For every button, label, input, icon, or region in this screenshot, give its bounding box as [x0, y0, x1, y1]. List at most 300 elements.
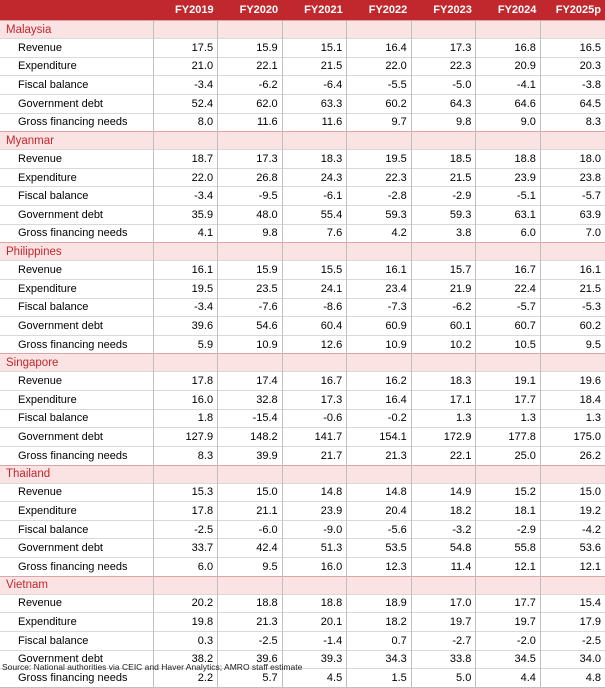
- table-row: [0, 372, 605, 391]
- value-cell: 24.1: [282, 279, 347, 298]
- value-cell: 22.1: [218, 57, 283, 76]
- value-cell: -8.6: [282, 298, 347, 317]
- value-cell: 59.3: [347, 206, 412, 225]
- value-cell: 141.7: [282, 428, 347, 447]
- value-cell: -5.7: [476, 298, 541, 317]
- value-cell: 17.8: [153, 502, 218, 521]
- value-cell: 1.3: [540, 409, 605, 428]
- value-cell: -5.6: [347, 520, 412, 539]
- value-cell: 1.5: [347, 669, 412, 688]
- value-cell: 8.3: [540, 113, 605, 132]
- value-cell: -3.4: [153, 76, 218, 95]
- table-row: [0, 94, 605, 113]
- value-cell: 10.2: [411, 335, 476, 354]
- value-cell: 9.0: [476, 113, 541, 132]
- value-cell: 7.6: [282, 224, 347, 243]
- value-cell: 17.7: [476, 594, 541, 613]
- table-row: [0, 57, 605, 76]
- value-cell: 177.8: [476, 428, 541, 447]
- value-cell: 17.0: [411, 594, 476, 613]
- group-empty-cell: [282, 132, 347, 150]
- value-cell: 60.9: [347, 317, 412, 336]
- value-cell: 18.8: [476, 150, 541, 169]
- table-row: [0, 206, 605, 225]
- value-cell: 19.8: [153, 613, 218, 632]
- value-cell: 15.0: [218, 483, 283, 502]
- group-empty-cell: [540, 243, 605, 261]
- value-cell: -3.4: [153, 298, 218, 317]
- value-cell: 15.9: [218, 39, 283, 58]
- value-cell: 5.0: [411, 669, 476, 688]
- group-empty-cell: [540, 576, 605, 594]
- value-cell: 64.6: [476, 94, 541, 113]
- value-cell: 62.0: [218, 94, 283, 113]
- group-empty-cell: [476, 132, 541, 150]
- value-cell: 1.3: [411, 409, 476, 428]
- value-cell: 18.3: [282, 150, 347, 169]
- indicator-label: Government debt: [0, 94, 153, 113]
- value-cell: 38.2: [153, 650, 218, 669]
- value-cell: -15.4: [218, 409, 283, 428]
- group-empty-cell: [411, 354, 476, 372]
- table-row: [0, 558, 605, 577]
- value-cell: 16.7: [282, 372, 347, 391]
- group-empty-cell: [347, 21, 412, 39]
- value-cell: 39.6: [218, 650, 283, 669]
- value-cell: 53.6: [540, 539, 605, 558]
- group-empty-cell: [347, 132, 412, 150]
- group-empty-cell: [218, 243, 283, 261]
- value-cell: 15.2: [476, 483, 541, 502]
- value-cell: 7.0: [540, 224, 605, 243]
- indicator-label: Government debt: [0, 650, 153, 669]
- table-row: [0, 594, 605, 613]
- value-cell: 20.3: [540, 57, 605, 76]
- value-cell: -5.7: [540, 187, 605, 206]
- value-cell: -2.5: [218, 631, 283, 650]
- value-cell: 6.0: [153, 558, 218, 577]
- table-row: [0, 224, 605, 243]
- value-cell: 1.3: [476, 409, 541, 428]
- country-name: Myanmar: [0, 132, 153, 150]
- country-name: Singapore: [0, 354, 153, 372]
- value-cell: 21.1: [218, 502, 283, 521]
- value-cell: 4.8: [540, 669, 605, 688]
- value-cell: 60.1: [411, 317, 476, 336]
- value-cell: -0.2: [347, 409, 412, 428]
- value-cell: 21.0: [153, 57, 218, 76]
- indicator-label: Expenditure: [0, 613, 153, 632]
- group-empty-cell: [282, 243, 347, 261]
- value-cell: 2.2: [153, 669, 218, 688]
- year-header: FY2024: [476, 0, 541, 21]
- value-cell: 12.1: [476, 558, 541, 577]
- table-row: [0, 261, 605, 280]
- value-cell: -0.6: [282, 409, 347, 428]
- value-cell: -2.9: [411, 187, 476, 206]
- indicator-label: Government debt: [0, 317, 153, 336]
- table-row: [0, 113, 605, 132]
- indicator-label: Fiscal balance: [0, 520, 153, 539]
- value-cell: 8.3: [153, 446, 218, 465]
- value-cell: 16.4: [347, 39, 412, 58]
- value-cell: -6.1: [282, 187, 347, 206]
- value-cell: 18.7: [153, 150, 218, 169]
- group-empty-cell: [411, 243, 476, 261]
- value-cell: 14.8: [282, 483, 347, 502]
- value-cell: 15.5: [282, 261, 347, 280]
- indicator-label: Revenue: [0, 261, 153, 280]
- indicator-label: Gross financing needs: [0, 224, 153, 243]
- value-cell: 34.3: [347, 650, 412, 669]
- value-cell: 39.6: [153, 317, 218, 336]
- value-cell: 0.7: [347, 631, 412, 650]
- group-empty-cell: [540, 21, 605, 39]
- value-cell: 15.9: [218, 261, 283, 280]
- value-cell: 21.3: [347, 446, 412, 465]
- value-cell: 26.2: [540, 446, 605, 465]
- indicator-label: Fiscal balance: [0, 631, 153, 650]
- value-cell: 12.1: [540, 558, 605, 577]
- value-cell: -2.5: [540, 631, 605, 650]
- table-row: [0, 298, 605, 317]
- value-cell: 16.1: [347, 261, 412, 280]
- group-empty-cell: [282, 354, 347, 372]
- table-row: [0, 76, 605, 95]
- value-cell: 34.0: [540, 650, 605, 669]
- value-cell: 18.4: [540, 391, 605, 410]
- value-cell: 55.4: [282, 206, 347, 225]
- table-row: [0, 446, 605, 465]
- value-cell: -7.6: [218, 298, 283, 317]
- value-cell: 16.1: [540, 261, 605, 280]
- value-cell: 17.5: [153, 39, 218, 58]
- group-empty-cell: [540, 354, 605, 372]
- value-cell: 4.4: [476, 669, 541, 688]
- indicator-label: Revenue: [0, 594, 153, 613]
- value-cell: -6.4: [282, 76, 347, 95]
- value-cell: 14.8: [347, 483, 412, 502]
- group-empty-cell: [540, 132, 605, 150]
- value-cell: 23.9: [282, 502, 347, 521]
- value-cell: 33.8: [411, 650, 476, 669]
- value-cell: -2.8: [347, 187, 412, 206]
- indicator-label: Gross financing needs: [0, 669, 153, 688]
- indicator-label: Government debt: [0, 428, 153, 447]
- table-row: [0, 279, 605, 298]
- value-cell: 16.5: [540, 39, 605, 58]
- value-cell: 19.2: [540, 502, 605, 521]
- value-cell: 19.6: [540, 372, 605, 391]
- group-empty-cell: [347, 576, 412, 594]
- indicator-label: Gross financing needs: [0, 113, 153, 132]
- group-empty-cell: [476, 465, 541, 483]
- table-row: [0, 428, 605, 447]
- value-cell: 10.5: [476, 335, 541, 354]
- header-row: [0, 0, 605, 21]
- header-corner: [0, 0, 153, 21]
- value-cell: 26.8: [218, 168, 283, 187]
- value-cell: 8.0: [153, 113, 218, 132]
- value-cell: 21.3: [218, 613, 283, 632]
- table-row: [0, 502, 605, 521]
- value-cell: 18.2: [411, 502, 476, 521]
- value-cell: 12.3: [347, 558, 412, 577]
- group-empty-cell: [476, 576, 541, 594]
- source-note: Source: National authorities via CEIC and Haver Analytics; AMRO staff estimate: [2, 662, 303, 672]
- value-cell: -3.8: [540, 76, 605, 95]
- value-cell: 18.5: [411, 150, 476, 169]
- year-header: FY2020: [218, 0, 283, 21]
- value-cell: 18.0: [540, 150, 605, 169]
- value-cell: -2.7: [411, 631, 476, 650]
- group-empty-cell: [476, 354, 541, 372]
- value-cell: 1.8: [153, 409, 218, 428]
- value-cell: 35.9: [153, 206, 218, 225]
- value-cell: 42.4: [218, 539, 283, 558]
- value-cell: 15.0: [540, 483, 605, 502]
- value-cell: 16.4: [347, 391, 412, 410]
- indicator-label: Fiscal balance: [0, 409, 153, 428]
- indicator-label: Gross financing needs: [0, 335, 153, 354]
- value-cell: 59.3: [411, 206, 476, 225]
- indicator-label: Fiscal balance: [0, 76, 153, 95]
- value-cell: 17.1: [411, 391, 476, 410]
- value-cell: 17.3: [282, 391, 347, 410]
- group-empty-cell: [153, 243, 218, 261]
- year-header: FY2021: [282, 0, 347, 21]
- value-cell: -2.0: [476, 631, 541, 650]
- value-cell: 39.9: [218, 446, 283, 465]
- group-empty-cell: [282, 21, 347, 39]
- value-cell: 23.9: [476, 168, 541, 187]
- indicator-label: Expenditure: [0, 57, 153, 76]
- table-row: [0, 539, 605, 558]
- value-cell: -5.0: [411, 76, 476, 95]
- table-row: [0, 613, 605, 632]
- value-cell: 19.5: [153, 279, 218, 298]
- year-header: FY2025p: [540, 0, 605, 21]
- group-empty-cell: [411, 132, 476, 150]
- table-row: [0, 391, 605, 410]
- table-row: [0, 483, 605, 502]
- value-cell: -7.3: [347, 298, 412, 317]
- country-name: Vietnam: [0, 576, 153, 594]
- group-empty-cell: [153, 576, 218, 594]
- value-cell: -4.1: [476, 76, 541, 95]
- table-row: [0, 335, 605, 354]
- value-cell: 0.3: [153, 631, 218, 650]
- indicator-label: Expenditure: [0, 279, 153, 298]
- table-row: [0, 150, 605, 169]
- group-empty-cell: [218, 354, 283, 372]
- group-empty-cell: [218, 21, 283, 39]
- value-cell: 3.8: [411, 224, 476, 243]
- value-cell: 23.4: [347, 279, 412, 298]
- value-cell: 9.8: [218, 224, 283, 243]
- group-empty-cell: [476, 243, 541, 261]
- value-cell: 4.2: [347, 224, 412, 243]
- table-row: [0, 409, 605, 428]
- value-cell: 6.0: [476, 224, 541, 243]
- value-cell: 21.5: [540, 279, 605, 298]
- table-body: [0, 21, 605, 688]
- value-cell: 39.3: [282, 650, 347, 669]
- value-cell: -2.5: [153, 520, 218, 539]
- country-group-row: [0, 243, 605, 261]
- indicator-label: Expenditure: [0, 391, 153, 410]
- group-empty-cell: [347, 465, 412, 483]
- indicator-label: Expenditure: [0, 502, 153, 521]
- value-cell: -6.0: [218, 520, 283, 539]
- country-name: Thailand: [0, 465, 153, 483]
- group-empty-cell: [153, 354, 218, 372]
- value-cell: 16.1: [153, 261, 218, 280]
- group-empty-cell: [411, 21, 476, 39]
- group-empty-cell: [411, 576, 476, 594]
- group-empty-cell: [347, 354, 412, 372]
- value-cell: -1.4: [282, 631, 347, 650]
- value-cell: 17.8: [153, 372, 218, 391]
- value-cell: 24.3: [282, 168, 347, 187]
- value-cell: 20.2: [153, 594, 218, 613]
- value-cell: -5.1: [476, 187, 541, 206]
- value-cell: 21.7: [282, 446, 347, 465]
- group-empty-cell: [540, 465, 605, 483]
- value-cell: 172.9: [411, 428, 476, 447]
- value-cell: -5.5: [347, 76, 412, 95]
- value-cell: 20.1: [282, 613, 347, 632]
- value-cell: -2.9: [476, 520, 541, 539]
- value-cell: 32.8: [218, 391, 283, 410]
- group-empty-cell: [411, 465, 476, 483]
- table-row: [0, 187, 605, 206]
- year-header: FY2022: [347, 0, 412, 21]
- indicator-label: Revenue: [0, 483, 153, 502]
- value-cell: 11.6: [282, 113, 347, 132]
- indicator-label: Government debt: [0, 539, 153, 558]
- value-cell: -5.3: [540, 298, 605, 317]
- value-cell: 48.0: [218, 206, 283, 225]
- value-cell: 54.6: [218, 317, 283, 336]
- value-cell: 22.1: [411, 446, 476, 465]
- value-cell: -9.0: [282, 520, 347, 539]
- value-cell: 60.4: [282, 317, 347, 336]
- value-cell: 4.1: [153, 224, 218, 243]
- value-cell: 17.3: [218, 150, 283, 169]
- group-empty-cell: [218, 132, 283, 150]
- value-cell: 15.4: [540, 594, 605, 613]
- value-cell: -6.2: [411, 298, 476, 317]
- country-group-row: [0, 354, 605, 372]
- value-cell: 17.3: [411, 39, 476, 58]
- indicator-label: Revenue: [0, 372, 153, 391]
- value-cell: 21.5: [282, 57, 347, 76]
- indicator-label: Revenue: [0, 39, 153, 58]
- table-row: [0, 520, 605, 539]
- value-cell: 53.5: [347, 539, 412, 558]
- value-cell: 64.3: [411, 94, 476, 113]
- table-row: [0, 168, 605, 187]
- value-cell: 20.9: [476, 57, 541, 76]
- value-cell: 18.3: [411, 372, 476, 391]
- value-cell: 51.3: [282, 539, 347, 558]
- country-group-row: [0, 576, 605, 594]
- value-cell: 15.3: [153, 483, 218, 502]
- value-cell: 12.6: [282, 335, 347, 354]
- value-cell: 22.0: [153, 168, 218, 187]
- value-cell: 17.9: [540, 613, 605, 632]
- value-cell: 154.1: [347, 428, 412, 447]
- value-cell: 4.5: [282, 669, 347, 688]
- value-cell: 9.5: [218, 558, 283, 577]
- group-empty-cell: [218, 465, 283, 483]
- value-cell: 16.0: [282, 558, 347, 577]
- value-cell: 18.1: [476, 502, 541, 521]
- value-cell: 21.9: [411, 279, 476, 298]
- indicator-label: Gross financing needs: [0, 558, 153, 577]
- group-empty-cell: [347, 243, 412, 261]
- value-cell: 18.8: [282, 594, 347, 613]
- group-empty-cell: [153, 132, 218, 150]
- value-cell: 19.5: [347, 150, 412, 169]
- value-cell: 22.3: [411, 57, 476, 76]
- value-cell: 25.0: [476, 446, 541, 465]
- value-cell: 14.9: [411, 483, 476, 502]
- value-cell: -4.2: [540, 520, 605, 539]
- value-cell: 23.8: [540, 168, 605, 187]
- value-cell: 5.9: [153, 335, 218, 354]
- table-row: [0, 317, 605, 336]
- value-cell: 15.1: [282, 39, 347, 58]
- value-cell: -3.2: [411, 520, 476, 539]
- value-cell: -6.2: [218, 76, 283, 95]
- value-cell: 9.7: [347, 113, 412, 132]
- group-empty-cell: [153, 21, 218, 39]
- country-group-row: [0, 465, 605, 483]
- indicator-label: Government debt: [0, 206, 153, 225]
- table-row: [0, 631, 605, 650]
- group-empty-cell: [218, 576, 283, 594]
- value-cell: 55.8: [476, 539, 541, 558]
- value-cell: 63.9: [540, 206, 605, 225]
- value-cell: 22.0: [347, 57, 412, 76]
- table-row: [0, 39, 605, 58]
- value-cell: 16.7: [476, 261, 541, 280]
- value-cell: 17.7: [476, 391, 541, 410]
- value-cell: 18.8: [218, 594, 283, 613]
- value-cell: 10.9: [347, 335, 412, 354]
- value-cell: 16.2: [347, 372, 412, 391]
- value-cell: 34.5: [476, 650, 541, 669]
- value-cell: 20.4: [347, 502, 412, 521]
- value-cell: 22.4: [476, 279, 541, 298]
- value-cell: 10.9: [218, 335, 283, 354]
- value-cell: 63.3: [282, 94, 347, 113]
- value-cell: 19.7: [411, 613, 476, 632]
- value-cell: 54.8: [411, 539, 476, 558]
- value-cell: 16.8: [476, 39, 541, 58]
- value-cell: 18.9: [347, 594, 412, 613]
- value-cell: 33.7: [153, 539, 218, 558]
- value-cell: 21.5: [411, 168, 476, 187]
- value-cell: 63.1: [476, 206, 541, 225]
- indicator-label: Gross financing needs: [0, 446, 153, 465]
- country-name: Malaysia: [0, 21, 153, 39]
- value-cell: 23.5: [218, 279, 283, 298]
- value-cell: 5.7: [218, 669, 283, 688]
- indicator-label: Revenue: [0, 150, 153, 169]
